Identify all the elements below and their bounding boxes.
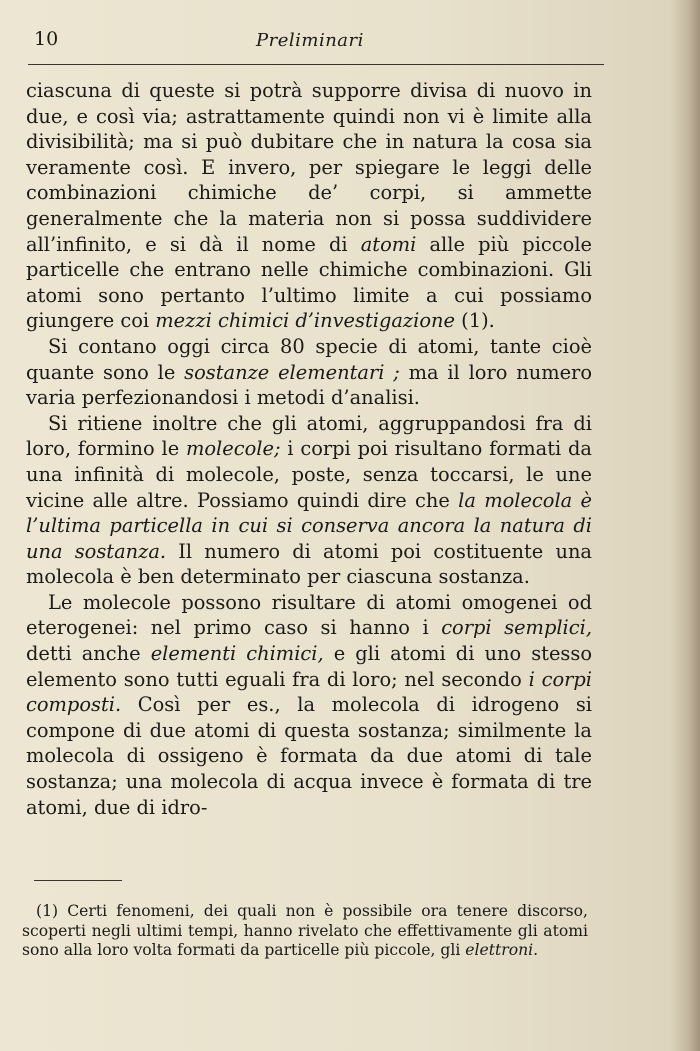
italic-text-run: la molecola è l’ultima particella in cui si conserva ancora la natura di una sostanza. bbox=[26, 488, 592, 563]
italic-text-run: molecole; bbox=[186, 437, 281, 461]
text-run: Le molecole possono risultare di atomi omogenei od eterogenei: nel primo caso si hanno i bbox=[26, 590, 592, 640]
italic-text-run: mezzi chimici d’investigazione bbox=[155, 309, 455, 333]
page-number: 10 bbox=[34, 28, 59, 50]
text-run: detti anche bbox=[26, 642, 151, 666]
text-run: ma il loro numero varia perfezionandosi i metodi d’analisi. bbox=[26, 360, 592, 410]
text-run: i corpi poi risultano formati da una infinità di molecole, poste, senza toccarsi, le une vicine alle altre. Possiamo quindi dire che bbox=[26, 437, 592, 512]
footnote-text bbox=[22, 902, 588, 961]
text-run: e gli atomi di uno stesso elemento sono tutti eguali fra di loro; nel secondo bbox=[26, 642, 593, 691]
page-gutter-shadow bbox=[670, 0, 700, 1051]
italic-text-run: i corpi composti. bbox=[26, 667, 592, 717]
text-run: Così per es., la molecola di idrogeno si compone di due atomi di questa sostanza; similmente la molecola di ossigeno è formata da due atomi di tale sostanza; una molecola di acqua invece è formata di tre atomi, due di idro- bbox=[26, 693, 592, 819]
italic-text-run: elettroni. bbox=[465, 941, 539, 959]
italic-text-run: atomi bbox=[360, 232, 417, 256]
footnote bbox=[22, 902, 588, 961]
paragraph-2 bbox=[26, 334, 592, 411]
paragraph-3 bbox=[26, 411, 592, 590]
text-run: Il numero di atomi poi costituente una molecola è ben determinato per ciascuna sostanza. bbox=[26, 539, 592, 589]
text-run: ciascuna di queste si potrà supporre divisa di nuovo in due, e così via; astrattamente quindi non vi è limite alla divisibilità; ma si può dubitare che in natura la cosa sia veramente così. E invero, per spiegare le leggi delle combinazioni chimiche de’ corpi, si ammette generalmente che la materia non si possa suddividere all’infinito, e si dà il nome di bbox=[26, 79, 592, 256]
text-run: (1) Certi fenomeni, dei quali non è possibile ora tenere discorso, scoperti negli ultimi tempi, hanno rivelato che effettivamente gli atomi sono alla loro volta formati da particelle più piccole, gli bbox=[22, 902, 588, 959]
body-text bbox=[26, 78, 592, 820]
text-run: Si contano oggi circa 80 specie di atomi, tante cioè quante sono le bbox=[26, 334, 592, 384]
page-header bbox=[28, 24, 604, 64]
italic-text-run: elementi chimici, bbox=[150, 642, 324, 666]
italic-text-run: corpi semplici, bbox=[441, 616, 592, 640]
italic-text-run: sostanze elementari ; bbox=[184, 360, 400, 384]
header-rule bbox=[28, 64, 604, 65]
text-run: alle più piccole particelle che entrano nelle chimiche combinazioni. Gli atomi sono pertanto l’ultimo limite a cui possiamo giungere coi bbox=[26, 232, 592, 333]
running-title: Preliminari bbox=[256, 30, 364, 51]
text-run: Si ritiene inoltre che gli atomi, aggruppandosi fra di loro, formino le bbox=[26, 411, 592, 461]
footnote-rule bbox=[34, 880, 122, 881]
paragraph-1 bbox=[26, 78, 592, 334]
paragraph-4 bbox=[26, 590, 592, 820]
text-run: (1). bbox=[455, 309, 495, 333]
